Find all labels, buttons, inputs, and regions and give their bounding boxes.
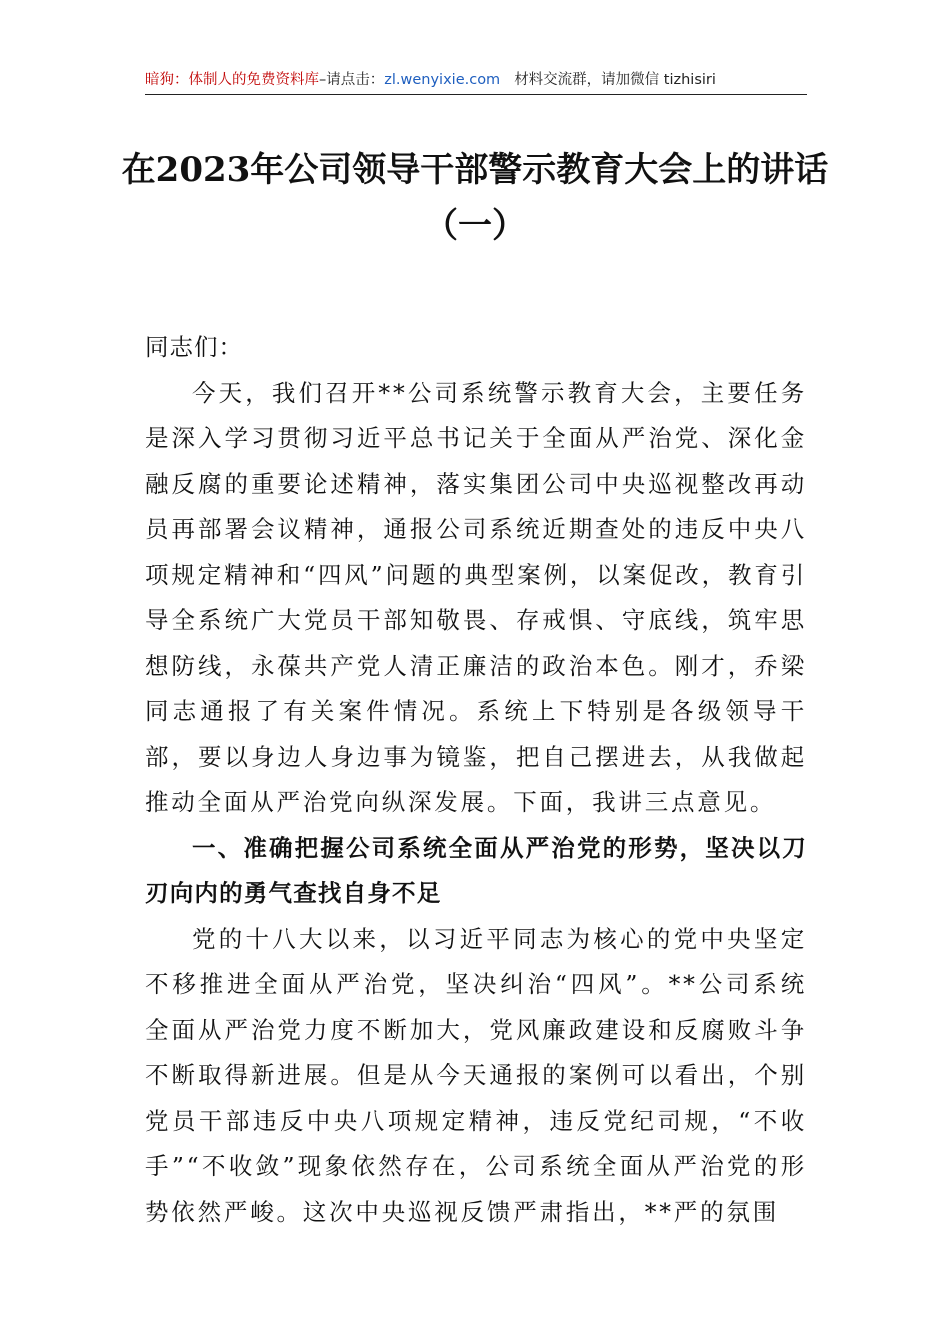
header-prompt: –请点击： (319, 72, 385, 88)
header-group-info: 材料交流群，请加微信 tizhisiri (514, 72, 716, 88)
header-link[interactable]: zl.wenyixie.com (384, 72, 501, 88)
header-brand: 暗狗：体制人的免费资料库 (145, 72, 319, 88)
section-heading: 一、准确把握公司系统全面从严治党的形势，坚决以刀刃向内的勇气查找自身不足 (145, 833, 807, 907)
watermark-header (145, 66, 807, 95)
paragraph: 今天，我们召开**公司系统警示教育大会，主要任务是深入学习贯彻习近平总书记关于全面从严治党、深化金融反腐的重要论述精神，落实集团公司中央巡视整改再动员再部署会议精神，通报公司系统近期查处的违反中央八项规定精神和“四风”问题的典型案例，以案促改，教育引导全系统广大党员干部知敬畏、存戒惧、守底线，筑牢思想防线，永葆共产党人清正廉洁的政治本色。刚才，乔梁同志通报了有关案件情况。系统上下特别是各级领导干部，要以身边人身边事为镜鉴，把自己摆进去，从我做起推动全面从严治党向纵深发展。下面，我讲三点意见。 (145, 378, 807, 816)
document-body (145, 325, 807, 1235)
document-title: 在2023年公司领导干部警示教育大会上的讲话（一） (121, 150, 829, 246)
greeting: 同志们： (145, 333, 243, 361)
paragraph: 党的十八大以来，以习近平同志为核心的党中央坚定不移推进全面从严治党，坚决纠治“四风”。**公司系统全面从严治党力度不断加大，党风廉政建设和反腐败斗争不断取得新进展。但是从今天通报的案例可以看出，个别党员干部违反中央八项规定精神，违反党纪司规，“不收手”“不收敛”现象依然存在，公司系统全面从严治党的形势依然严峻。这次中央巡视反馈严肃指出，**严的氛围 (145, 924, 807, 1226)
